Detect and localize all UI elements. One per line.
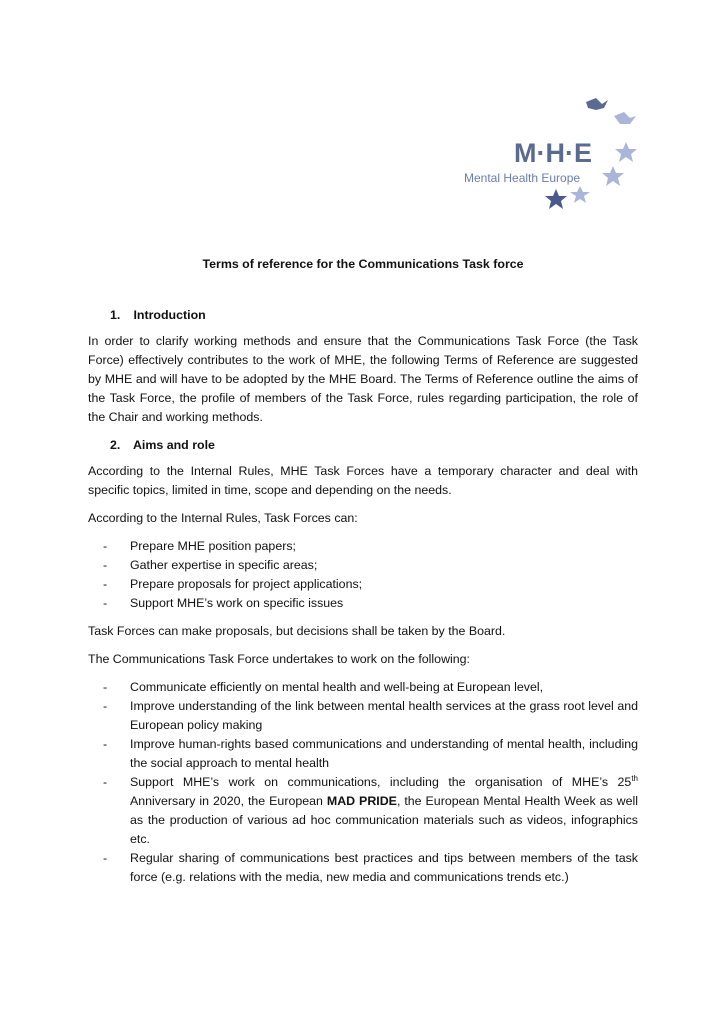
text-run: , the European Mental Health Week as well as the production of various ad hoc communication materials such as videos, infographics etc. bbox=[130, 794, 639, 846]
document-title: Terms of reference for the Communications Task force bbox=[202, 257, 524, 271]
mhe-logo bbox=[456, 96, 642, 216]
task-forces-can-list bbox=[88, 537, 638, 613]
dash-bullet: - bbox=[103, 577, 108, 591]
section-number: 2. bbox=[110, 438, 121, 452]
text-run: Support MHE’s work on communications, including the organisation of MHE’s 25 bbox=[130, 775, 632, 789]
task-forces-can-paragraph: According to the Internal Rules, Task Forces can: bbox=[88, 511, 358, 525]
list-item-text: Improve human-rights based communications and understanding of mental health, including the social approach to mental health bbox=[130, 737, 638, 770]
dash-bullet: - bbox=[103, 737, 108, 751]
dash-bullet: - bbox=[103, 680, 108, 694]
list-item bbox=[88, 697, 638, 735]
list-item bbox=[88, 594, 638, 613]
list-item bbox=[88, 575, 638, 594]
superscript: th bbox=[631, 773, 638, 783]
section-number: 1. bbox=[110, 308, 121, 322]
dash-bullet: - bbox=[103, 699, 108, 713]
list-item-text: Prepare MHE position papers; bbox=[130, 539, 296, 553]
section-heading-introduction bbox=[88, 306, 638, 325]
star-icon bbox=[615, 142, 637, 162]
bird-icon bbox=[614, 112, 636, 124]
logo-org-name: Mental Health Europe bbox=[464, 171, 581, 185]
list-item-text: Prepare proposals for project applications; bbox=[130, 577, 363, 591]
section-title: Introduction bbox=[133, 308, 206, 322]
aims-paragraph: According to the Internal Rules, MHE Task Forces have a temporary character and deal with specific topics, limited in time, scope and depending on the needs. bbox=[88, 464, 638, 497]
section-title: Aims and role bbox=[132, 438, 215, 452]
dash-bullet: - bbox=[103, 558, 108, 572]
star-icon bbox=[602, 166, 624, 186]
undertakes-paragraph: The Communications Task Force undertakes to work on the following: bbox=[88, 652, 470, 666]
list-item bbox=[88, 556, 638, 575]
list-item-text: Regular sharing of communications best practices and tips between members of the task force (e.g. relations with the media, new media and communications trends etc.) bbox=[130, 851, 638, 884]
logo-mark: M·H·E bbox=[514, 138, 592, 168]
section-heading-aims bbox=[88, 436, 638, 455]
dash-bullet: - bbox=[103, 851, 108, 865]
document-body bbox=[88, 255, 638, 896]
list-item bbox=[88, 735, 638, 773]
list-item bbox=[88, 537, 638, 556]
list-item-text: Communicate efficiently on mental health and well-being at European level, bbox=[130, 680, 544, 694]
list-item bbox=[88, 849, 638, 887]
list-item-text: Support MHE’s work on specific issues bbox=[130, 596, 344, 610]
dash-bullet: - bbox=[103, 775, 108, 789]
star-icon bbox=[545, 189, 567, 209]
dash-bullet: - bbox=[103, 596, 108, 610]
star-icon bbox=[570, 186, 590, 203]
list-item bbox=[88, 678, 638, 697]
list-item-text bbox=[130, 775, 638, 846]
list-item bbox=[88, 773, 638, 849]
list-item-text: Improve understanding of the link between mental health services at the grass root level and European policy making bbox=[130, 699, 638, 732]
communications-work-list bbox=[88, 678, 638, 887]
dash-bullet: - bbox=[103, 539, 108, 553]
text-run: Anniversary in 2020, the European bbox=[130, 794, 327, 808]
bird-icon bbox=[586, 98, 608, 110]
introduction-paragraph: In order to clarify working methods and ensure that the Communications Task Force (the Task Force) effectively contributes to the work of MHE, the following Terms of Reference are suggested by MHE and will have to be adopted by the MHE Board. The Terms of Reference outline the aims of the Task Force, the profile of members of the Task Force, rules regarding participation, the role of the Chair and working methods. bbox=[88, 334, 638, 424]
list-item-text: Gather expertise in specific areas; bbox=[130, 558, 318, 572]
proposals-paragraph: Task Forces can make proposals, but decisions shall be taken by the Board. bbox=[88, 624, 506, 638]
bold-text: MAD PRIDE bbox=[326, 794, 397, 808]
